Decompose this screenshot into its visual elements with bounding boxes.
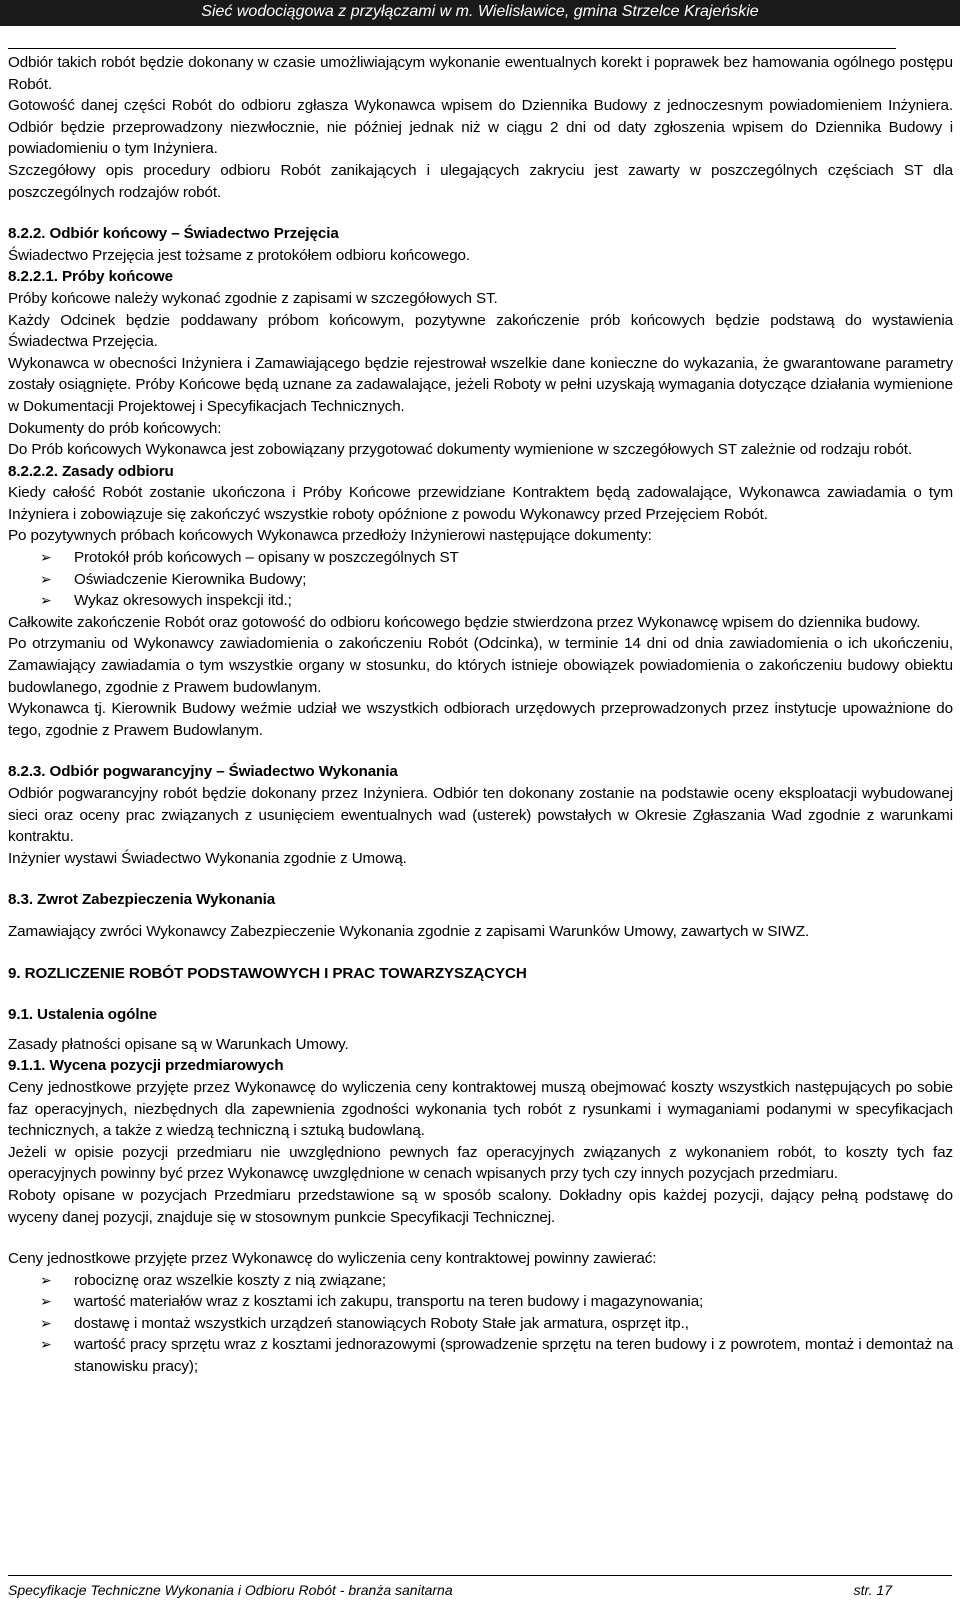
arrow-bullet-icon: ➢ bbox=[40, 592, 52, 609]
list-item: ➢ wartość materiałów wraz z kosztami ich zakupu, transportu na teren budowy i magazynowania; bbox=[8, 1291, 953, 1313]
paragraph: Roboty opisane w pozycjach Przedmiaru przedstawione są w sposób scalony. Dokładny opis każdej pozycji, dający pełną podstawę do wyceny danej pozycji, znajduje się w stosownym punkcie Specyfikacji Technicznej. bbox=[8, 1186, 953, 1226]
paragraph: Ceny jednostkowe przyjęte przez Wykonawcę do wyliczenia ceny kontraktowej powinny zawierać: bbox=[8, 1250, 657, 1268]
list-item: ➢ wartość pracy sprzętu wraz z kosztami jednorazowymi (sprowadzenie sprzętu na teren budowy i z powrotem, montaż i demontaż na stanowisku pracy); bbox=[40, 1336, 953, 1376]
paragraph: Kiedy całość Robót zostanie ukończona i Próby Końcowe przewidziane Kontraktem będą zadowalające, Wykonawca zawiadamia o tym Inżyniera i zobowiązuje się zakończyć wszystkie roboty opóźnione z powodu Wykonawcy przed Przejęciem Robót. bbox=[8, 484, 953, 523]
arrow-bullet-icon: ➢ bbox=[40, 1293, 52, 1310]
list-item: ➢ robociznę oraz wszelkie koszty z nią związane; bbox=[8, 1270, 953, 1292]
document-list bbox=[8, 1270, 953, 1378]
paragraph: Do Prób końcowych Wykonawca jest zobowiązany przygotować dokumenty wymienione w szczegółowych ST zależnie od rodzaju robót. bbox=[8, 441, 913, 459]
paragraph: Zasady płatności opisane są w Warunkach Umowy. bbox=[8, 1035, 349, 1053]
paragraph: Po otrzymaniu od Wykonawcy zawiadomienia o zakończeniu Robót (Odcinka), w terminie 14 dni od dnia zawiadomienia o ich ukończeniu, Zamawiający zawiadamia o tym wszystkie organy w stosunku, do których istnieje obowiązek powiadomienia o zakończeniu budowy obiektu budowlanego, zgodnie z Prawem budowlanym. bbox=[8, 635, 953, 696]
list-item: ➢ Oświadczenie Kierownika Budowy; bbox=[8, 569, 953, 591]
document-body bbox=[8, 46, 953, 1378]
page-footer bbox=[8, 1575, 952, 1598]
section-heading: 9.1.1. Wycena pozycji przedmiarowych bbox=[8, 1057, 284, 1075]
chapter-heading: 9. ROZLICZENIE ROBÓT PODSTAWOWYCH I PRAC TOWARZYSZĄCYCH bbox=[8, 964, 527, 982]
paragraph: Ceny jednostkowe przyjęte przez Wykonawcę do wyliczenia ceny kontraktowej muszą obejmować koszty wszystkich następujących po sobie faz operacyjnych, niezbędnych dla zapewnienia zgodności wykonania tych robót z rysunkami i wymaganiami podanymi w specyfikacjach technicznych, a także z wiedzą techniczną i sztuką budowlaną. bbox=[8, 1078, 953, 1140]
paragraph: Po pozytywnych próbach końcowych Wykonawca przedłoży Inżynierowi następujące dokumenty: bbox=[8, 527, 652, 545]
section-heading: 8.2.2.1. Próby końcowe bbox=[8, 268, 173, 286]
arrow-bullet-icon: ➢ bbox=[40, 549, 52, 566]
paragraph: Inżynier wystawi Świadectwo Wykonania zgodnie z Umową. bbox=[8, 849, 407, 867]
paragraph: Próby końcowe należy wykonać zgodnie z zapisami w szczegółowych ST. bbox=[8, 289, 498, 307]
arrow-bullet-icon: ➢ bbox=[40, 1271, 52, 1288]
arrow-bullet-icon: ➢ bbox=[40, 1336, 52, 1353]
section-heading: 8.2.2. Odbiór końcowy – Świadectwo Przejęcia bbox=[8, 225, 339, 243]
paragraph: Wykonawca w obecności Inżyniera i Zamawiającego będzie rejestrował wszelkie dane konieczne do wykazania, że gwarantowane parametry zostały osiągnięte. Próby Końcowe będą uznane za zadawalające, jeżeli Roboty w pełni uzyskają wymagania dotyczące działania wymienione w Dokumentacji Projektowej i Specyfikacjach Technicznych. bbox=[8, 354, 953, 415]
section-heading: 9.1. Ustalenia ogólne bbox=[8, 1006, 157, 1024]
document-list bbox=[8, 547, 953, 612]
section-heading: 8.2.3. Odbiór pogwarancyjny – Świadectwo Wykonania bbox=[8, 763, 398, 781]
paragraph: Odbiór takich robót będzie dokonany w czasie umożliwiającym wykonanie ewentualnych korekt i poprawek bez hamowania ogólnego postępu Robót. bbox=[8, 54, 953, 93]
header-title: Sieć wodociągowa z przyłączami w m. Wielisławice, gmina Strzelce Krajeńskie bbox=[201, 3, 759, 20]
section-heading: 8.2.2.2. Zasady odbioru bbox=[8, 462, 174, 480]
paragraph: Zamawiający zwróci Wykonawcy Zabezpieczenie Wykonania zgodnie z zapisami Warunków Umowy, zawartych w SIWZ. bbox=[8, 922, 810, 940]
paragraph: Całkowite zakończenie Robót oraz gotowość do odbioru końcowego będzie stwierdzona przez Wykonawcę wpisem do dziennika budowy. bbox=[8, 613, 921, 631]
list-item: ➢ Protokół prób końcowych – opisany w poszczególnych ST bbox=[8, 547, 953, 569]
paragraph: Każdy Odcinek będzie poddawany próbom końcowym, pozytywne zakończenie prób końcowych będzie podstawą do wystawienia Świadectwa Przejęcia. bbox=[8, 311, 953, 351]
paragraph: Gotowość danej części Robót do odbioru zgłasza Wykonawca wpisem do Dziennika Budowy z jednoczesnym powiadomieniem Inżyniera. Odbiór będzie przeprowadzony niezwłocznie, nie później jednak niż w ciągu 2 dni od daty zgłoszenia wpisem do Dziennika Budowy i powiadomieniu o tym Inżyniera. bbox=[8, 97, 953, 158]
paragraph: Wykonawca tj. Kierownik Budowy weźmie udział we wszystkich odbiorach urzędowych przeprowadzonych przez instytucje upoważnione do tego, zgodnie z Prawem Budowlanym. bbox=[8, 700, 953, 739]
arrow-bullet-icon: ➢ bbox=[40, 570, 52, 587]
page-header bbox=[0, 0, 960, 26]
section-heading: 8.3. Zwrot Zabezpieczenia Wykonania bbox=[8, 891, 276, 909]
footer-title: Specyfikacje Techniczne Wykonania i Odbioru Robót - branża sanitarna bbox=[8, 1582, 453, 1598]
page-number: str. 17 bbox=[853, 1582, 892, 1598]
paragraph: Szczegółowy opis procedury odbioru Robót zanikających i ulegających zakryciu jest zawarty w poszczególnych częściach ST dla poszczególnych rodzajów robót. bbox=[8, 161, 953, 201]
paragraph: Dokumenty do prób końcowych: bbox=[8, 419, 222, 437]
list-item: ➢ dostawę i montaż wszystkich urządzeń stanowiących Roboty Stałe jak armatura, osprzęt itp., bbox=[8, 1313, 953, 1335]
list-item: ➢ Wykaz okresowych inspekcji itd.; bbox=[8, 590, 953, 612]
paragraph: Odbiór pogwarancyjny robót będzie dokonany przez Inżyniera. Odbiór ten dokonany zostanie na podstawie oceny eksploatacji wybudowanej sieci oraz oceny prac związanych z usunięciem ewentualnych wad (usterek) powstałych w Okresie Zgłaszania Wad zgodnie z warunkami kontraktu. bbox=[8, 785, 953, 846]
paragraph: Świadectwo Przejęcia jest tożsame z protokółem odbioru końcowego. bbox=[8, 246, 471, 264]
arrow-bullet-icon: ➢ bbox=[40, 1314, 52, 1331]
paragraph: Jeżeli w opisie pozycji przedmiaru nie uwzględniono pewnych faz operacyjnych związanych z wykonaniem robót, to koszty tych faz operacyjnych powinny być przez Wykonawcę uwzględnione w cenach wpisanych przy tych czy innych pozycjach przedmiaru. bbox=[8, 1143, 953, 1183]
